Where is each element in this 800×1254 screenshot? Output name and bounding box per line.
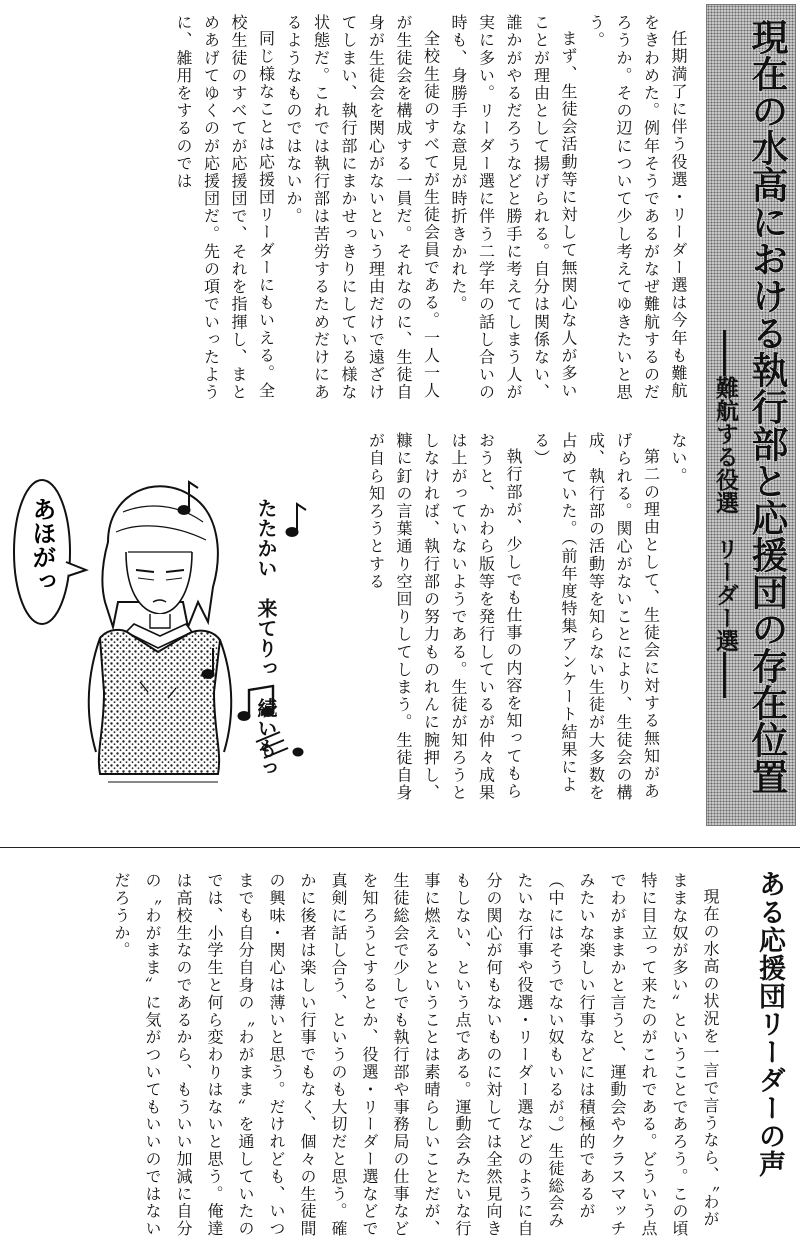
article-body-lower (362, 432, 692, 814)
article-title-2: ある応援団リーダーの声 (754, 870, 785, 1178)
paragraph: 第二の理由として、生徒会に対する無知があげられる。関心がないことにより、生徒会の構成、執行部の活動等を知らない生徒が大多数を占めていた。（前年度特集アンケート結果による） (531, 432, 661, 802)
paragraph: 現在の水高の状況を一言で言うなら、〝わがままな奴が多い〟ということであろう。この頃特に目立って来たのがこれである。どういう点でわがままかと言うと、運動会やクラスマッチみたいな楽しい行事などには積極的であるが（中にはそうでない奴もいるが。）生徒総会みたいな行事や役選・リーダー選などのように自分の関心が何もないものに対しては全然見向きもしない、という点である。運動会みたいな行事に燃えるということは素晴らしいことだが、生徒総会で少しでも執行部や事務局の仕事などを知ろうとするとか、役選・リーダー選などで真剣に話し合う、というのも大切だと思う。確かに後者は楽しい行事でもなく、個々の生徒間の興味・関心は薄いと思う。だけれども、いつまでも自分自身の〝わがまま〟を通していたのでは、小学生と何ら変わりはないと思う。俺達は高校生なのであるから、もういい加減に自分の〝わがまま〟に気がついてもいいのではないだろうか。 (112, 872, 720, 1238)
paragraph: 同じ様なことは応援団リーダーにもいえる。全校生徒のすべてが応援団で、それを指揮し、まとめあげてゆくのが応援団だ。先の項でいったように、雑用をするのでは (174, 14, 276, 402)
paragraph: ない。 (669, 432, 688, 485)
girl-figure (89, 486, 231, 782)
article-body-2 (106, 872, 726, 1242)
article-body-upper (170, 14, 693, 414)
speech-text: あほがっ (28, 497, 56, 593)
paragraph: まず、生徒会活動等に対して無関心な人が多いことが理由として揚げられる。自分は関係ない、誰かがやるだろうなどと勝手に考えてしまう人が実に多い。リーダー選に伴う二学年の話し合いの時も、身勝手な意見が時折きかれた。 (449, 14, 578, 402)
girl-illustration (8, 452, 318, 792)
handwritten-lyrics: たたかい 来てりっ 続いもっ (254, 498, 278, 778)
paragraph: 全校生徒のすべてが生徒会員である。一人一人が生徒会を構成する一員だ。それなのに、生徒自身が生徒会を関心がないという理由だけで遠ざけてしまい、執行部にまかせっきりにしている様な状態だ。これでは執行部は苦労するためだけにあるようなものではないか。 (284, 14, 441, 402)
speech-bubble (14, 480, 86, 624)
article-subtitle: ――難航する役選 リーダー選―― (712, 330, 738, 698)
paragraph: 執行部が、少しでも仕事の内容を知ってもらおうと、かわら版等を発行しているが仲々成果は上がっていないようである。生徒が知ろうとしなければ、執行部の努力ものれんに腕押し、糠に釘の言葉通り空回りしてしまう。生徒自身が自ら知ろうとする (366, 432, 523, 802)
section-divider (0, 847, 800, 848)
article-title: 現在の水高における執行部と応援団の存在位置 (745, 18, 788, 795)
paragraph: 任期満了に伴う役選・リーダー選は今年も難航をきわめた。例年そうであるがなぜ難航するのだろうか。その辺について少し考えてゆきたいと思う。 (586, 14, 688, 402)
